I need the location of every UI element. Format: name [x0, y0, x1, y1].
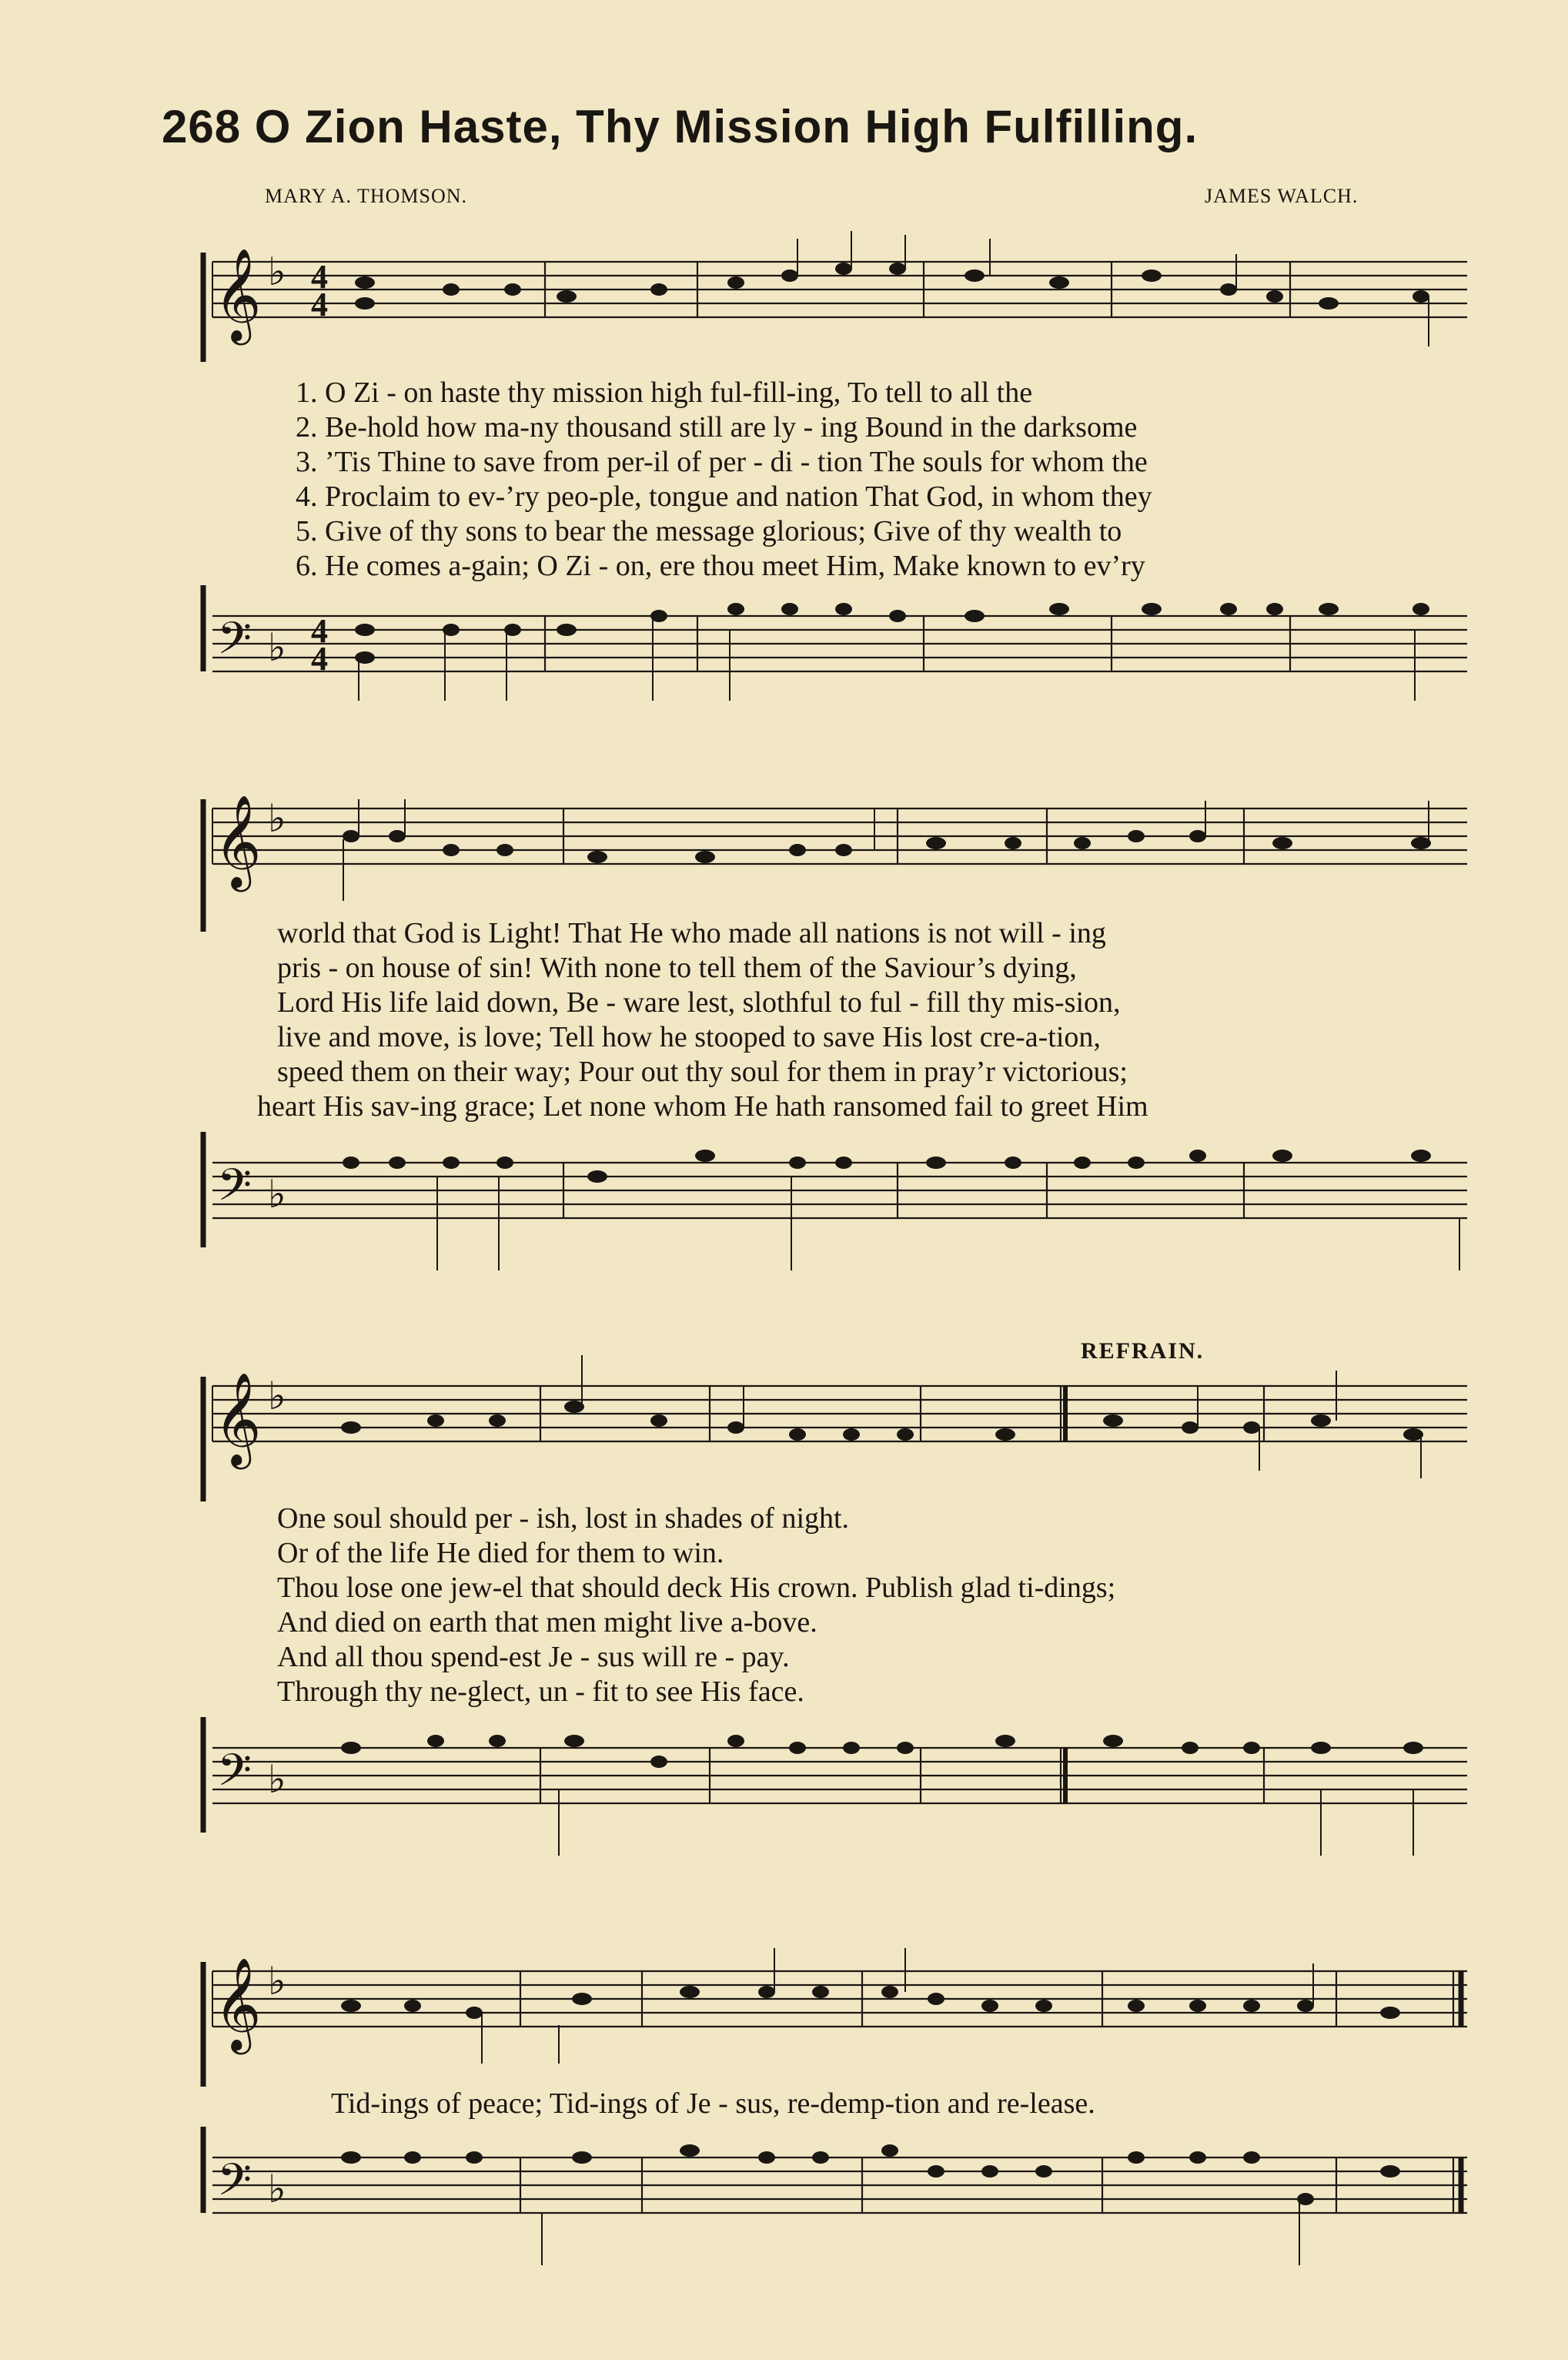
svg-text:4: 4 [311, 640, 328, 678]
system-2-lyric-verse-3: Lord His life laid down, Be - ware lest, slothful to ful - fill thy mis-sion, [277, 986, 1121, 1019]
system-2-bass-staff [197, 1132, 1475, 1286]
system-2-lyric-verse-5: speed them on their way; Pour out thy soul for them in pray’r victorious; [277, 1056, 1128, 1088]
svg-text:𝄢: 𝄢 [217, 612, 252, 675]
hymn-title-line [162, 100, 1198, 153]
svg-text:4: 4 [311, 612, 328, 650]
system-3-lyric-verse-2: Or of the life He died for them to win. [277, 1537, 724, 1569]
system-2-treble-staff [197, 778, 1475, 932]
system-1-treble-staff [197, 231, 1475, 362]
system-2-lyric-verse-2: pris - on house of sin! With none to tell them of the Saviour’s dying, [277, 952, 1077, 984]
svg-text:𝄢: 𝄢 [217, 1744, 252, 1807]
svg-text:𝄞: 𝄞 [214, 247, 262, 341]
svg-text:♭: ♭ [268, 1959, 286, 2003]
system-3-treble-staff [197, 1355, 1475, 1501]
system-4-lyric: Tid-ings of peace; Tid-ings of Je - sus, re-demp-tion and re-lease. [331, 2087, 1095, 2120]
system-3-lyric-verse-1: One soul should per - ish, lost in shades of night. [277, 1502, 850, 1535]
svg-text:♭: ♭ [268, 1374, 286, 1418]
svg-text:♭: ♭ [268, 1757, 286, 1802]
system-4-bass-staff [197, 2127, 1475, 2281]
composer-credit: JAMES WALCH. [1205, 185, 1359, 207]
svg-text:♭: ♭ [268, 2167, 286, 2211]
system-3-bass-staff [197, 1717, 1475, 1871]
system-4-treble-staff [197, 1940, 1475, 2087]
system-3-lyric-verse-6: Through thy ne-glect, un - fit to see His face. [277, 1675, 804, 1708]
system-1-lyric-verse-3: 3. ’Tis Thine to save from per-il of per - di - tion The souls for whom the [296, 446, 1148, 478]
system-2-lyric-verse-1: world that God is Light! That He who made all nations is not will - ing [277, 917, 1106, 949]
svg-text:𝄞: 𝄞 [214, 794, 262, 888]
svg-text:♭: ♭ [268, 625, 286, 670]
svg-text:4: 4 [311, 286, 328, 323]
hymn-title: O Zion Haste, Thy Mission High Fulfilling. [254, 101, 1199, 152]
system-1-lyric-verse-5: 5. Give of thy sons to bear the message glorious; Give of thy wealth to [296, 515, 1122, 547]
system-3-lyric-verse-5: And all thou spend-est Je - sus will re - pay. [277, 1641, 790, 1673]
system-2-lyric-verse-4: live and move, is love; Tell how he stooped to save His lost cre-a-tion, [277, 1021, 1101, 1053]
svg-text:𝄞: 𝄞 [214, 1957, 262, 2050]
svg-text:♭: ♭ [268, 1172, 286, 1217]
svg-text:♭: ♭ [268, 796, 286, 841]
refrain-label: REFRAIN. [1081, 1338, 1205, 1364]
system-1-lyric-verse-4: 4. Proclaim to ev-’ry peo-ple, tongue and nation That God, in whom they [296, 480, 1152, 513]
system-1-lyric-verse-6: 6. He comes a-gain; O Zi - on, ere thou meet Him, Make known to ev’ry [296, 550, 1145, 582]
system-3-lyric-verse-3: Thou lose one jew-el that should deck His crown. Publish glad ti-dings; [277, 1572, 1116, 1604]
lyricist-credit: MARY A. THOMSON. [265, 185, 468, 207]
system-1-lyric-verse-2: 2. Be-hold how ma-ny thousand still are ly - ing Bound in the darksome [296, 411, 1138, 444]
svg-text:4: 4 [311, 258, 328, 296]
system-3-lyric-verse-4: And died on earth that men might live a-bove. [277, 1606, 817, 1639]
svg-text:𝄞: 𝄞 [214, 1371, 262, 1465]
svg-text:𝄢: 𝄢 [217, 2154, 252, 2217]
system-1-lyric-verse-1: 1. O Zi - on haste thy mission high ful-fill-ing, To tell to all the [296, 377, 1033, 409]
hymn-number: 268 [162, 101, 242, 152]
svg-text:𝄢: 𝄢 [217, 1159, 252, 1222]
system-2-lyric-verse-6: heart His sav-ing grace; Let none whom He hath ransomed fail to greet Him [257, 1090, 1148, 1123]
svg-text:♭: ♭ [268, 249, 286, 294]
system-1-bass-staff [197, 585, 1475, 724]
